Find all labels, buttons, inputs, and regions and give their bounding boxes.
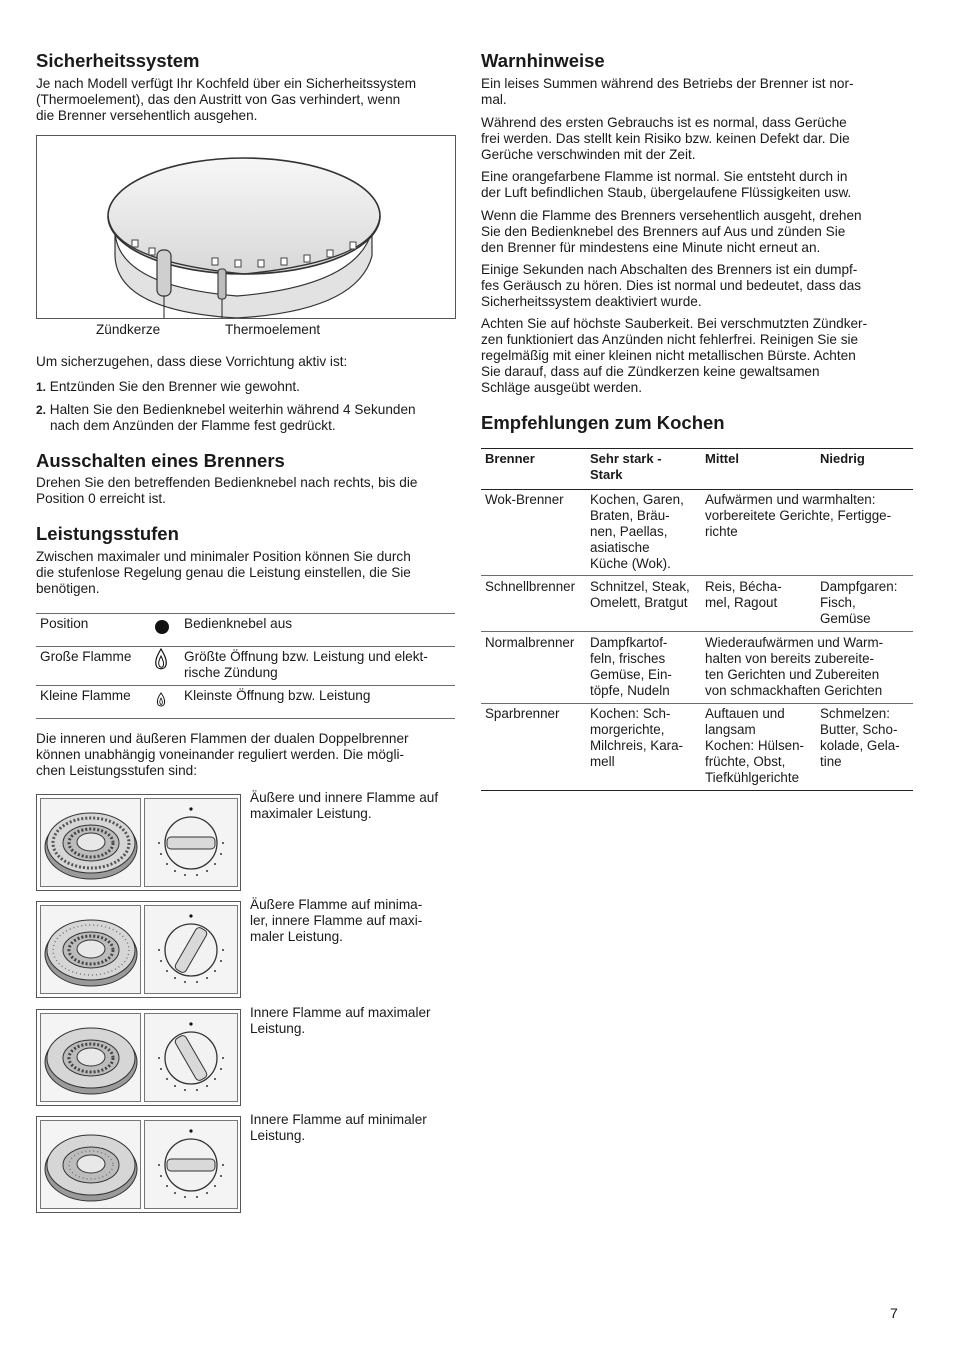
levels-position-cell: Kleine Flamme — [40, 688, 131, 703]
levels-desc-line: Größte Öffnung bzw. Leistung und elekt- — [184, 649, 428, 664]
off-dot-icon — [155, 620, 169, 634]
warning-line: fes Geräusch zu hören. Dies ist normal und bedeutet, dass das — [481, 278, 862, 293]
small-flame-icon — [156, 692, 166, 708]
table-header-brenner: Brenner — [485, 451, 535, 466]
cell-line: Aufwärmen und warmhalten: — [705, 492, 876, 507]
table-header-mittel: Mittel — [705, 451, 739, 466]
cell-line: mell — [590, 754, 615, 769]
heading-empfehlungen: Empfehlungen zum Kochen — [481, 412, 725, 433]
warning-line: Wenn die Flamme des Brenners versehentlich ausgeht, drehen — [481, 208, 862, 223]
cell-line: halten von bereits zubereite- — [705, 651, 874, 666]
cell-line: nen, Paellas, — [590, 524, 668, 539]
cell-line: Gemüse, Ein- — [590, 667, 672, 682]
dual-line: Die inneren und äußeren Flammen der dualen Doppelbrenner — [36, 731, 409, 746]
table-header-niedrig: Niedrig — [820, 451, 865, 466]
table-cell-stark — [590, 706, 683, 770]
table-cell-mittel — [705, 492, 891, 540]
knob-icon — [145, 906, 237, 993]
dual-line: chen Leistungsstufen sind: — [36, 763, 197, 778]
cell-line: tine — [820, 754, 842, 769]
caption-line: Leistung. — [250, 1128, 306, 1143]
warning-line: Sie darauf, dass auf die Zündkerzen keine gewaltsamen — [481, 364, 820, 379]
cell-line: von schmackhaften Gerichten — [705, 683, 883, 698]
caption-line: Innere Flamme auf minimaler — [250, 1112, 427, 1127]
warning-line: der Luft befindlichen Staub, übergelaufene Flüssigkeiten usw. — [481, 185, 852, 200]
levels-paragraph — [36, 549, 411, 597]
table-cell-niedrig — [820, 706, 900, 770]
cell-line: Dampfkartof- — [590, 635, 668, 650]
caption-line: Äußere und innere Flamme auf — [250, 790, 439, 805]
warning-paragraph — [481, 115, 850, 163]
knob-icon — [145, 799, 237, 886]
cell-line: kolade, Gela- — [820, 738, 900, 753]
igniter-part — [157, 250, 171, 296]
table-cell-brenner: Sparbrenner — [485, 706, 560, 721]
burner-image — [40, 1013, 141, 1102]
levels-line: die stufenlose Regelung genau die Leistung einstellen, die Sie — [36, 565, 411, 580]
warning-line: Einige Sekunden nach Abschalten des Brenners ist ein dumpf- — [481, 262, 858, 277]
levels-position-cell: Große Flamme — [40, 649, 132, 664]
step-text: Entzünden Sie den Brenner wie gewohnt. — [49, 379, 300, 394]
warning-line: regelmäßig mit einer kleinen nicht metallischen Bürste. Achten — [481, 348, 856, 363]
safety-line: (Thermoelement), das den Austritt von Gas verhindert, wenn — [36, 92, 401, 107]
cell-line: Fisch, — [820, 595, 856, 610]
knob-image — [144, 1120, 238, 1209]
cell-line: Auftauen und — [705, 706, 785, 721]
warning-paragraph — [481, 208, 862, 256]
warning-line: Schläge ausgeübt werden. — [481, 380, 642, 395]
caption-line: Äußere Flamme auf minima- — [250, 897, 423, 912]
heading-leistungsstufen: Leistungsstufen — [36, 523, 179, 544]
figure-caption — [250, 897, 460, 945]
large-flame-icon — [154, 648, 168, 672]
cell-line: asiatische — [590, 540, 650, 555]
table-cell-brenner: Schnellbrenner — [485, 579, 576, 594]
levels-desc-cell: Bedienknebel aus — [184, 616, 293, 631]
cell-line: töpfe, Nudeln — [590, 683, 670, 698]
cell-line: Tiefkühlgerichte — [705, 770, 800, 785]
cell-line: Braten, Bräu- — [590, 508, 670, 523]
warning-line: den Brenner für mindestens eine Minute nicht erneut an. — [481, 240, 821, 255]
cell-line: früchte, Obst, — [705, 754, 786, 769]
table-cell-brenner: Normalbrenner — [485, 635, 575, 650]
burner-image — [40, 905, 141, 994]
table-cell-niedrig — [820, 579, 897, 627]
burner-cap — [108, 158, 380, 274]
warning-line: Sicherheitssystem deaktiviert wurde. — [481, 294, 702, 309]
table-cell-mittel — [705, 635, 883, 699]
header-line: Sehr stark - — [590, 451, 662, 466]
figure-caption — [250, 1005, 460, 1037]
cell-line: morgerichte, — [590, 722, 665, 737]
step-1 — [36, 379, 456, 395]
cell-line: feln, frisches — [590, 651, 666, 666]
knob-icon — [145, 1014, 237, 1101]
table-cell-stark — [590, 635, 672, 699]
warning-line: Ein leises Summen während des Betriebs der Brenner ist nor- — [481, 76, 854, 91]
step-number: 1. — [36, 380, 47, 394]
safety-paragraph — [36, 76, 416, 124]
cell-line: richte — [705, 524, 738, 539]
step-number: 2. — [36, 403, 47, 417]
dual-paragraph — [36, 731, 409, 779]
caption-line: Leistung. — [250, 1021, 306, 1036]
knob-image — [144, 798, 238, 887]
off-line: Position 0 erreicht ist. — [36, 491, 166, 506]
warning-line: Während des ersten Gebrauchs ist es normal, dass Gerüche — [481, 115, 847, 130]
dual-burner-icon — [41, 1121, 140, 1208]
cell-line: Kochen: Sch- — [590, 706, 671, 721]
step-text: Halten Sie den Bedienknebel weiterhin während 4 Sekunden — [49, 402, 416, 417]
cell-line: Schmelzen: — [820, 706, 890, 721]
cell-line: Gemüse — [820, 611, 871, 626]
burner-illustration — [36, 135, 456, 319]
burner-safety-svg — [37, 136, 455, 318]
figure-caption — [250, 1112, 460, 1144]
off-paragraph — [36, 475, 417, 507]
label-thermoelement: Thermoelement — [225, 322, 321, 337]
warning-paragraph — [481, 169, 851, 201]
knob-image — [144, 1013, 238, 1102]
dual-burner-icon — [41, 906, 140, 993]
warning-line: mal. — [481, 92, 507, 107]
step-2 — [36, 402, 456, 434]
cell-line: Kochen, Garen, — [590, 492, 684, 507]
figure-caption — [250, 790, 460, 822]
cell-line: langsam — [705, 722, 756, 737]
knob-icon — [145, 1121, 237, 1208]
thermocouple-part — [218, 269, 226, 299]
heading-ausschalten: Ausschalten eines Brenners — [36, 450, 285, 471]
off-line: Drehen Sie den betreffenden Bedienknebel nach rechts, bis die — [36, 475, 418, 490]
label-zuendkerze: Zündkerze — [96, 322, 161, 337]
warning-line: zen funktioniert das Anzünden nicht fehlerfrei. Reinigen Sie sie — [481, 332, 859, 347]
page-number: 7 — [890, 1305, 898, 1321]
caption-line: ler, innere Flamme auf maxi- — [250, 913, 423, 928]
cell-line: Reis, Bécha- — [705, 579, 782, 594]
levels-desc-cell: Kleinste Öffnung bzw. Leistung — [184, 688, 371, 703]
table-cell-mittel — [705, 579, 782, 611]
cell-line: Kochen: Hülsen- — [705, 738, 804, 753]
heading-warnhinweise: Warnhinweise — [481, 50, 605, 71]
dual-figure-3 — [36, 1009, 241, 1106]
caption-line: maximaler Leistung. — [250, 806, 372, 821]
cell-line: Milchreis, Kara- — [590, 738, 684, 753]
safety-line: Je nach Modell verfügt Ihr Kochfeld über ein Sicherheitssystem — [36, 76, 417, 91]
table-cell-brenner: Wok-Brenner — [485, 492, 564, 507]
table-cell-stark — [590, 579, 690, 611]
warning-line: Sie den Bedienknebel des Brenners auf Aus und zünden Sie — [481, 224, 846, 239]
cell-line: Küche (Wok). — [590, 556, 671, 571]
warning-line: Eine orangefarbene Flamme ist normal. Sie entsteht durch in — [481, 169, 848, 184]
knob-image — [144, 905, 238, 994]
burner-image — [40, 798, 141, 887]
dual-figure-1 — [36, 794, 241, 891]
cell-line: ten Gerichten und Zubereiten — [705, 667, 880, 682]
table-cell-mittel — [705, 706, 804, 786]
cell-line: Dampfgaren: — [820, 579, 898, 594]
step-text: nach dem Anzünden der Flamme fest gedrückt. — [50, 418, 336, 433]
cell-line: mel, Ragout — [705, 595, 778, 610]
dual-burner-icon — [41, 1014, 140, 1101]
burner-image — [40, 1120, 141, 1209]
table-cell-stark — [590, 492, 684, 572]
dual-figure-2 — [36, 901, 241, 998]
cell-line: Wiederaufwärmen und Warm- — [705, 635, 884, 650]
warning-line: Gerüche verschwinden mit der Zeit. — [481, 147, 696, 162]
cell-line: vorbereitete Gerichte, Fertigge- — [705, 508, 892, 523]
levels-line: Zwischen maximaler und minimaler Position können Sie durch — [36, 549, 411, 564]
caption-line: Innere Flamme auf maximaler — [250, 1005, 431, 1020]
dual-burner-icon — [41, 799, 140, 886]
cell-line: Butter, Scho- — [820, 722, 898, 737]
safety-intro: Um sicherzugehen, dass diese Vorrichtung aktiv ist: — [36, 354, 348, 369]
caption-line: maler Leistung. — [250, 929, 343, 944]
cell-line: Omelett, Bratgut — [590, 595, 688, 610]
levels-desc-line: rische Zündung — [184, 665, 278, 680]
warning-line: Achten Sie auf höchste Sauberkeit. Bei verschmutzten Zündker- — [481, 316, 868, 331]
safety-line: die Brenner versehentlich ausgehen. — [36, 108, 258, 123]
warning-paragraph — [481, 316, 867, 396]
heading-sicherheitssystem: Sicherheitssystem — [36, 50, 200, 71]
table-header-stark — [590, 451, 662, 483]
warning-paragraph — [481, 76, 854, 108]
warning-line: frei werden. Das stellt kein Risiko bzw. keinen Defekt dar. Die — [481, 131, 850, 146]
dual-figure-4 — [36, 1116, 241, 1213]
levels-desc-cell — [184, 649, 454, 681]
cell-line: Schnitzel, Steak, — [590, 579, 690, 594]
header-line: Stark — [590, 467, 623, 482]
levels-position-cell: Position — [40, 616, 89, 631]
levels-line: benötigen. — [36, 581, 100, 596]
warning-paragraph — [481, 262, 861, 310]
dual-line: können unabhängig voneinander reguliert werden. Die mögli- — [36, 747, 405, 762]
